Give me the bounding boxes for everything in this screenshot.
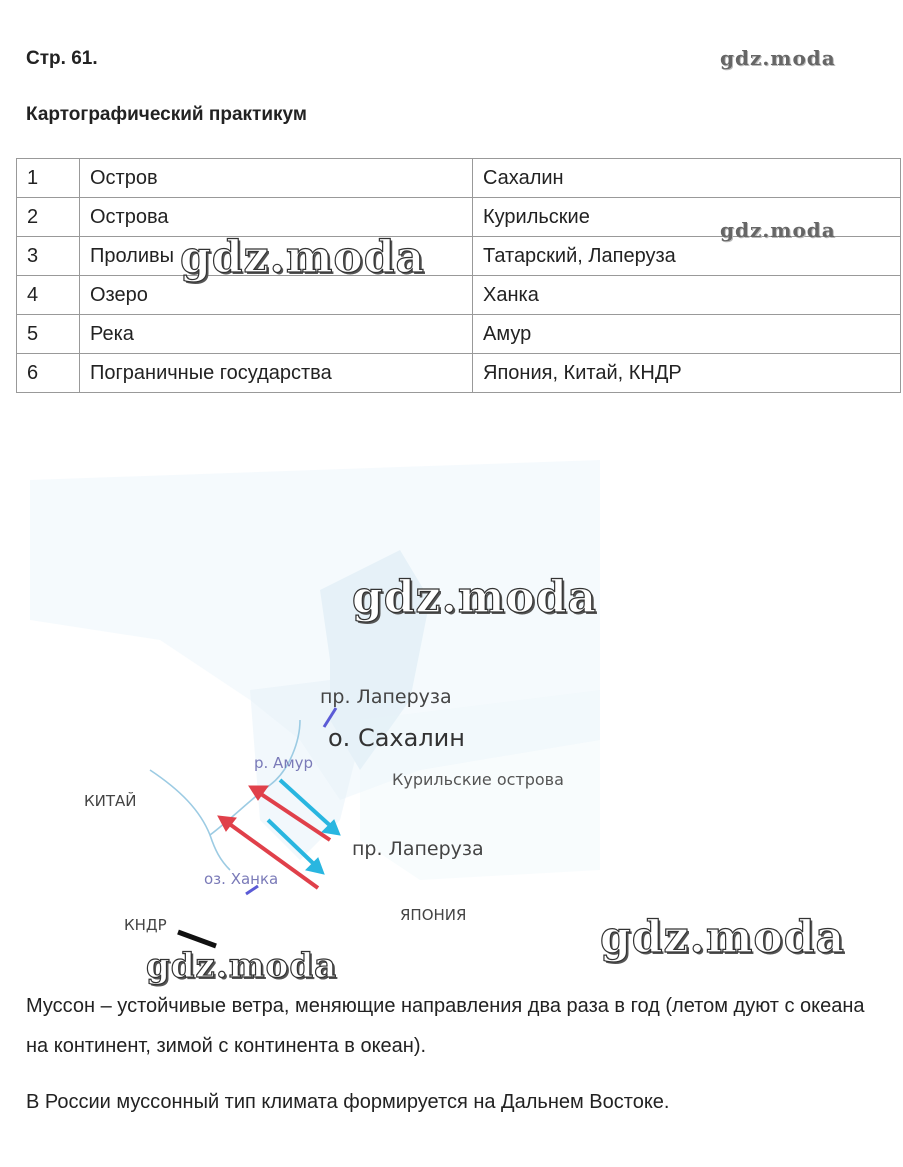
row-term: Остров bbox=[80, 159, 473, 198]
row-answer: Япония, Китай, КНДР bbox=[473, 354, 901, 393]
page-heading: Стр. 61. bbox=[26, 48, 98, 69]
watermark: gdz.moda bbox=[720, 218, 836, 242]
map-label-japan: ЯПОНИЯ bbox=[400, 906, 467, 924]
row-term: Проливы bbox=[80, 237, 473, 276]
paragraph-monsoon-russia: В России муссонный тип климата формируется на Дальнем Востоке. bbox=[26, 1091, 670, 1113]
water-area bbox=[30, 460, 600, 880]
row-answer: Татарский, Лаперуза bbox=[473, 237, 901, 276]
map-label-dprk: КНДР bbox=[124, 916, 167, 934]
row-number: 2 bbox=[17, 198, 80, 237]
watermark: gdz.moda bbox=[146, 946, 338, 986]
map-label-kuril: Курильские острова bbox=[392, 770, 564, 789]
watermark: gdz.moda bbox=[720, 46, 836, 70]
row-answer: Сахалин bbox=[473, 159, 901, 198]
row-answer: Курильские bbox=[473, 198, 901, 237]
map-label-strait: пр. Лаперуза bbox=[320, 686, 452, 708]
row-term: Пограничные государства bbox=[80, 354, 473, 393]
map-label-china: КИТАЙ bbox=[84, 792, 137, 810]
dprk-marker bbox=[178, 932, 216, 946]
row-answer: Ханка bbox=[473, 276, 901, 315]
row-answer: Амур bbox=[473, 315, 901, 354]
map-label-sakhalin: о. Сахалин bbox=[328, 724, 465, 752]
table-row bbox=[17, 237, 901, 276]
row-number: 4 bbox=[17, 276, 80, 315]
table-row bbox=[17, 315, 901, 354]
row-number: 3 bbox=[17, 237, 80, 276]
paragraph-monsoon-definition: Муссон – устойчивые ветра, меняющие направления два раза в год (летом дуют с океана на континент, зимой с континента в океан). bbox=[26, 995, 865, 1057]
watermark: gdz.moda bbox=[600, 912, 846, 963]
section-title: Картографический практикум bbox=[26, 104, 307, 125]
map-label-khanka: оз. Ханка bbox=[204, 870, 279, 888]
row-number: 1 bbox=[17, 159, 80, 198]
row-number: 6 bbox=[17, 354, 80, 393]
table-row bbox=[17, 354, 901, 393]
map-label-amur: р. Амур bbox=[254, 754, 314, 772]
table-row bbox=[17, 159, 901, 198]
row-term: Озеро bbox=[80, 276, 473, 315]
watermark: gdz.moda bbox=[180, 232, 426, 283]
answers-table bbox=[16, 158, 901, 393]
row-term: Река bbox=[80, 315, 473, 354]
map-label-strait: пр. Лаперуза bbox=[352, 838, 484, 860]
row-term: Острова bbox=[80, 198, 473, 237]
table-row bbox=[17, 276, 901, 315]
watermark: gdz.moda bbox=[352, 572, 598, 623]
row-number: 5 bbox=[17, 315, 80, 354]
